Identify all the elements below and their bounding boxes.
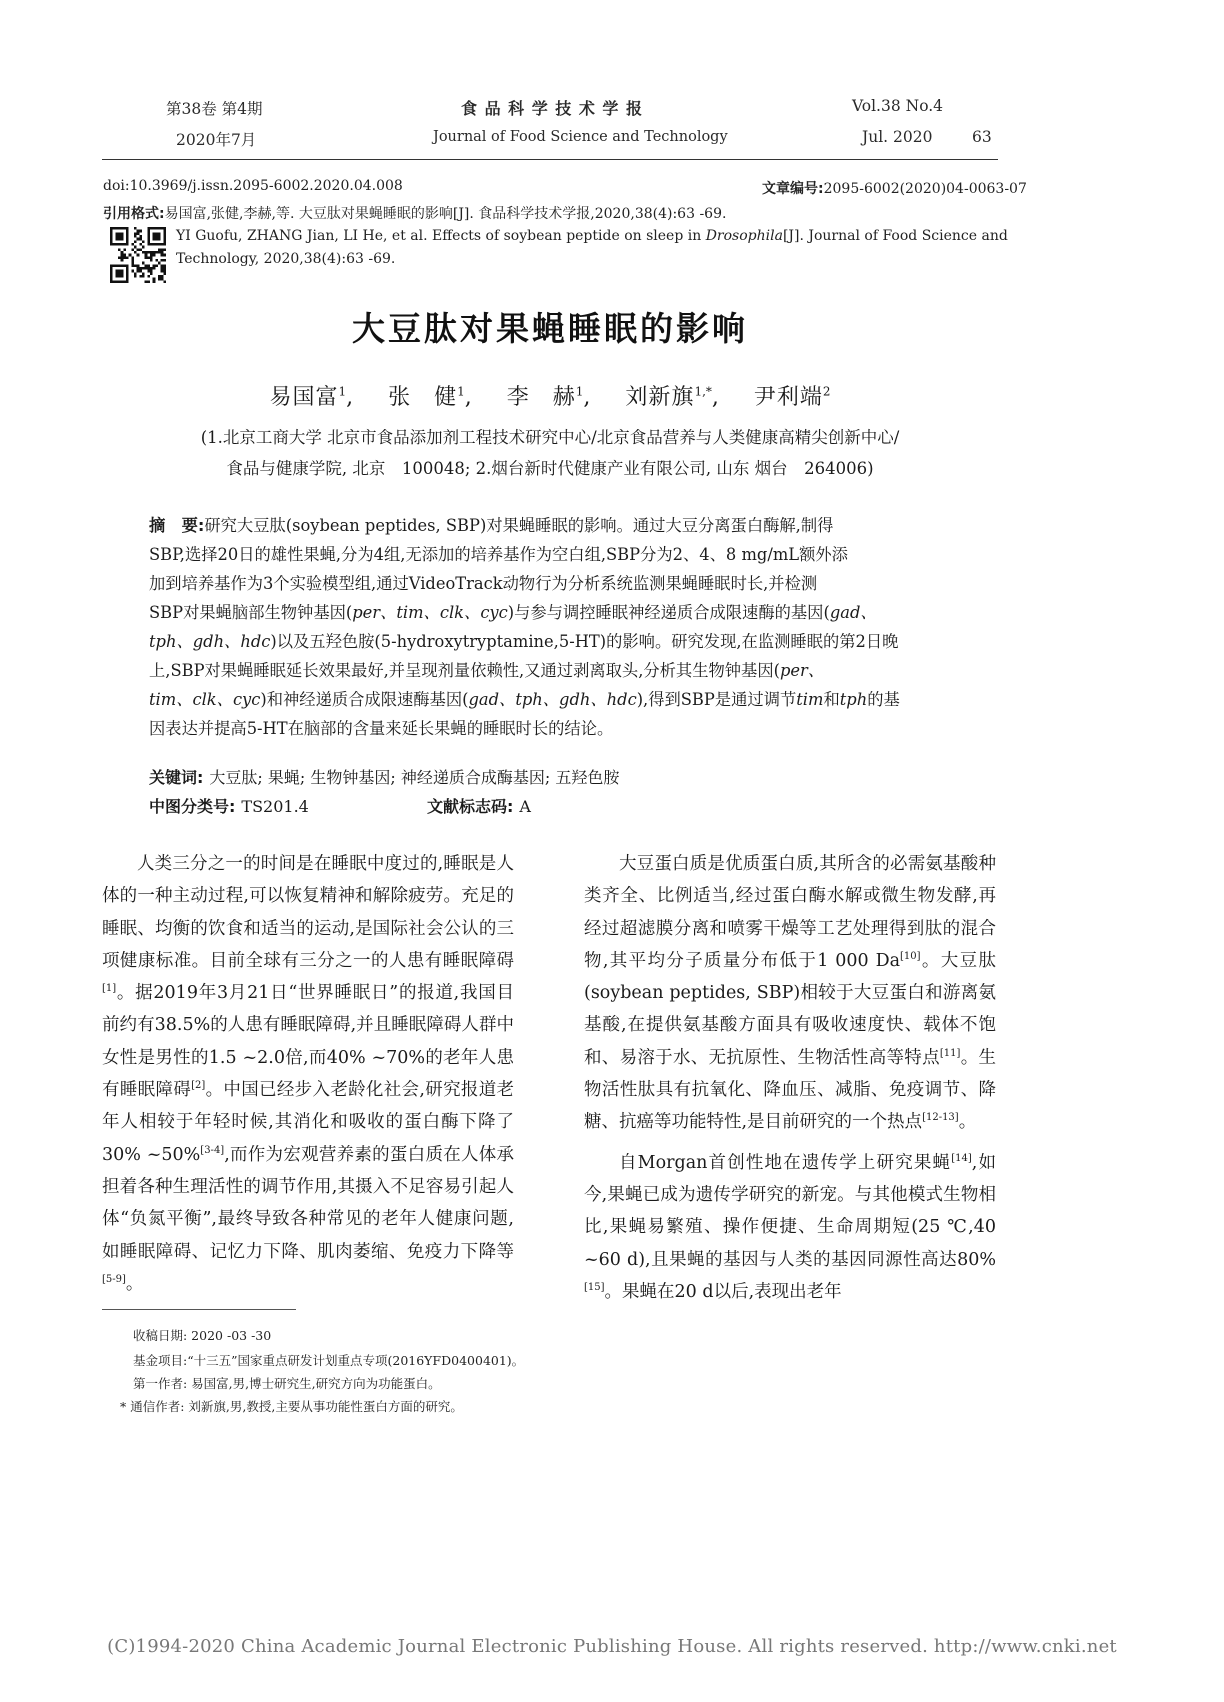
- author-name: 刘新旗: [625, 385, 695, 410]
- author-4: 刘新旗$^{1,*}$,: [625, 384, 720, 410]
- footnote-first-author: 第一作者: 易国富,男,博士研究生,研究方向为功能蛋白。: [133, 1376, 441, 1391]
- citation-en-line1: [176, 228, 1008, 244]
- body-column-right: [584, 848, 996, 1308]
- gene-names: tph: [839, 690, 868, 709]
- author-affiliation-mark: 1: [575, 384, 584, 399]
- document-code: [427, 794, 531, 817]
- gene-names: per、: [779, 661, 825, 680]
- abstract-text: 研究大豆肽(soybean peptides, SBP)对果蝇睡眠的影响。通过大豆分离蛋白酶解,制得: [204, 516, 834, 535]
- keywords-label: 关键词:: [149, 768, 204, 787]
- body-text: ,而作为宏观营养素的蛋白质在人体承担着各种生理活性的调节作用,其摄入不足容易引起人体“负氮平衡”,最终导致各种常见的老年人健康问题,如睡眠障碍、记忆力下降、肌肉萎缩、免疫力下降等: [102, 1144, 514, 1262]
- abstract-line: [149, 657, 824, 681]
- author-name: 尹利端: [753, 385, 823, 410]
- header-journal-en: Journal of Food Science and Technology: [433, 129, 728, 145]
- abstract-label: 摘 要:: [149, 516, 205, 535]
- page-number: 63: [972, 128, 992, 146]
- reference-mark[interactable]: [14]: [951, 1152, 972, 1164]
- body-column-left: [102, 848, 514, 1300]
- citation-label: 引用格式:: [103, 206, 165, 222]
- reference-mark[interactable]: [5-9]: [102, 1274, 126, 1286]
- abstract-text: SBP对果蝇脑部生物钟基因(: [149, 603, 353, 622]
- citation-cn-text: 易国富,张健,李赫,等. 大豆肽对果蝇睡眠的影响[J]. 食品科学技术学报,2020,38(4):63 -69.: [164, 206, 727, 222]
- article-title: 大豆肽对果蝇睡眠的影响: [352, 309, 748, 348]
- author-affiliation-mark: 1: [457, 384, 465, 399]
- author-3: 李 赫$^1$,: [506, 384, 592, 410]
- header-rule: [102, 159, 998, 160]
- gene-names: tim、clk、cyc: [149, 690, 261, 709]
- footnote-received: 收稿日期: 2020 -03 -30: [133, 1328, 272, 1343]
- footnote-fund: 基金项目:“十三五”国家重点研发计划重点专项(2016YFD0400401)。: [133, 1353, 525, 1368]
- abstract-text: ),得到SBP是通过调节: [636, 690, 797, 709]
- affiliation-line1: (1.北京工商大学 北京市食品添加剂工程技术研究中心/北京食品营养与人类健康高精尖创新中心/: [200, 428, 900, 447]
- author-name: 易国富: [269, 385, 339, 410]
- gene-names: gad、: [829, 603, 877, 622]
- body-text: ,如今,果蝇已成为遗传学研究的新宠。与其他模式生物相比,果蝇易繁殖、操作便捷、生命周期短(25 ℃,40 ~60 d),且果蝇的基因与人类的基因同源性高达80%: [584, 1152, 996, 1270]
- body-text: 。: [958, 1112, 977, 1133]
- abstract-text: )以及五羟色胺(5-hydroxytryptamine,5-HT)的影响。研究发现,在监测睡眠的第2日晚: [270, 632, 899, 651]
- body-paragraph: [102, 848, 514, 1300]
- affiliation-line2: 食品与健康学院, 北京 100048; 2.烟台新时代健康产业有限公司, 山东 烟台 264006): [226, 459, 874, 478]
- classification: [149, 794, 309, 817]
- author-1: 易国富$^1$,: [269, 384, 355, 410]
- body-text: 。大豆肽(soybean peptides, SBP)相较于大豆蛋白和游离氨基酸,在提供氨基酸方面具有吸收速度快、载体不饱和、易溶于水、无抗原性、生物活性高等特点: [584, 950, 996, 1068]
- document-code-label: 文献标志码:: [427, 797, 514, 816]
- abstract-text: 和: [823, 690, 840, 709]
- reference-mark[interactable]: [3-4]: [200, 1144, 225, 1156]
- author-list: [0, 380, 1100, 411]
- copyright-notice: (C)1994-2020 China Academic Journal Electronic Publishing House. All rights reserved. http://www.cnki.net: [107, 1636, 1117, 1657]
- abstract-line: 因表达并提高5-HT在脑部的含量来延长果蝇的睡眠时长的结论。: [149, 719, 614, 738]
- abstract-line: SBP,选择20日的雄性果蝇,分为4组,无添加的培养基作为空白组,SBP分为2、4、8 mg/mL额外添: [149, 545, 848, 564]
- gene-names: per、tim、clk、cyc: [352, 603, 508, 622]
- gene-names: tim: [796, 690, 824, 709]
- article-number: [762, 178, 1027, 198]
- document-code-value: A: [519, 797, 531, 816]
- header-volume-en: Vol.38 No.4: [852, 97, 944, 115]
- citation-en-line2: Technology, 2020,38(4):63 -69.: [176, 251, 396, 267]
- abstract-text: 的基: [867, 690, 900, 709]
- body-paragraph: [584, 1147, 996, 1308]
- abstract-line: [149, 599, 877, 623]
- gene-names: gad、tph、gdh、hdc: [468, 690, 637, 709]
- citation-cn: [103, 203, 726, 223]
- author-affiliation-mark: 2: [822, 384, 831, 399]
- keywords: [149, 765, 619, 788]
- abstract-text: )与参与调控睡眠神经递质合成限速酶的基因(: [507, 603, 830, 622]
- header-journal-cn: 食 品 科 学 技 术 学 报: [461, 99, 643, 118]
- clc-value: TS201.4: [241, 797, 309, 816]
- article-number-value: 2095-6002(2020)04-0063-07: [823, 181, 1027, 197]
- article-number-label: 文章编号:: [762, 181, 824, 197]
- body-text: 大豆蛋白质是优质蛋白质,其所含的必需氨基酸种类齐全、比例适当,经过蛋白酶水解或微生物发酵,再经过超滤膜分离和喷雾干燥等工艺处理得到肽的混合物,其平均分子质量分布低于1 000 Da: [584, 854, 996, 971]
- abstract-line: 加到培养基作为3个实验模型组,通过VideoTrack动物行为分析系统监测果蝇睡眠时长,并检测: [149, 574, 818, 593]
- footnote-corresponding: * 通信作者: 刘新旗,男,教授,主要从事功能性蛋白方面的研究。: [120, 1399, 463, 1414]
- body-text: 。据2019年3月21日“世界睡眠日”的报道,我国目前约有38.5%的人患有睡眠障碍,并且睡眠障碍人群中女性是男性的1.5 ~2.0倍,而40% ~70%的老年人患有睡眠障碍: [102, 983, 514, 1101]
- author-affiliation-mark: 1,*: [694, 384, 712, 399]
- citation-en-species: Drosophila: [705, 228, 783, 244]
- body-text: 。: [125, 1273, 144, 1294]
- author-5: [754, 385, 831, 410]
- keywords-text: 大豆肽; 果蝇; 生物钟基因; 神经递质合成酶基因; 五羟色胺: [209, 768, 620, 787]
- body-text: 。中国已经步入老龄化社会,研究报道老年人相较于年轻时候,其消化和吸收的蛋白酶下降了30% ~50%: [102, 1080, 515, 1165]
- author-affiliation-mark: 1: [338, 384, 347, 399]
- body-paragraph: [584, 848, 996, 1139]
- header-date-en: Jul. 2020: [862, 128, 933, 146]
- reference-mark[interactable]: [10]: [900, 951, 921, 963]
- body-text: 自Morgan首创性地在遗传学上研究果蝇: [619, 1152, 952, 1173]
- gene-names: tph、gdh、hdc: [149, 632, 271, 651]
- abstract-text: )和神经递质合成限速酶基因(: [260, 690, 469, 709]
- reference-mark[interactable]: [1]: [102, 983, 117, 995]
- abstract-line: [149, 686, 900, 710]
- clc-label: 中图分类号:: [149, 797, 236, 816]
- abstract-line: [149, 628, 898, 652]
- reference-mark[interactable]: [15]: [584, 1282, 605, 1294]
- reference-mark[interactable]: [11]: [939, 1047, 961, 1059]
- citation-en-text: YI Guofu, ZHANG Jian, LI He, et al. Effects of soybean peptide on sleep in: [176, 228, 706, 244]
- body-text: 人类三分之一的时间是在睡眠中度过的,睡眠是人体的一种主动过程,可以恢复精神和解除疲劳。充足的睡眠、均衡的饮食和适当的运动,是国际社会公认的三项健康标准。目前全球有三分之一的人患有睡眠障碍: [102, 854, 514, 971]
- reference-mark[interactable]: [12-13]: [922, 1112, 959, 1124]
- header-date-cn: 2020年7月: [176, 131, 257, 149]
- author-name: 李 赫: [506, 385, 576, 410]
- body-text: 。生物活性肽具有抗氧化、降血压、减脂、免疫调节、降糖、抗癌等功能特性,是目前研究的一个热点: [584, 1047, 997, 1133]
- header-volume-cn: 第38卷 第4期: [166, 100, 263, 118]
- body-text: 。果蝇在20 d以后,表现出老年: [604, 1281, 842, 1302]
- citation-en-text-tail: [J]. Journal of Food Science and: [782, 228, 1008, 244]
- author-2: 张 健$^1$,: [388, 384, 473, 410]
- abstract-text: 上,SBP对果蝇睡眠延长效果最好,并呈现剂量依赖性,又通过剥离取头,分析其生物钟基因(: [149, 661, 780, 680]
- footnote-rule: [102, 1309, 296, 1310]
- qr-code-icon[interactable]: [110, 227, 166, 283]
- author-name: 张 健: [388, 385, 458, 410]
- doi: doi:10.3969/j.issn.2095-6002.2020.04.008: [103, 178, 403, 194]
- reference-mark[interactable]: [2]: [191, 1080, 206, 1092]
- abstract-line: [149, 512, 833, 536]
